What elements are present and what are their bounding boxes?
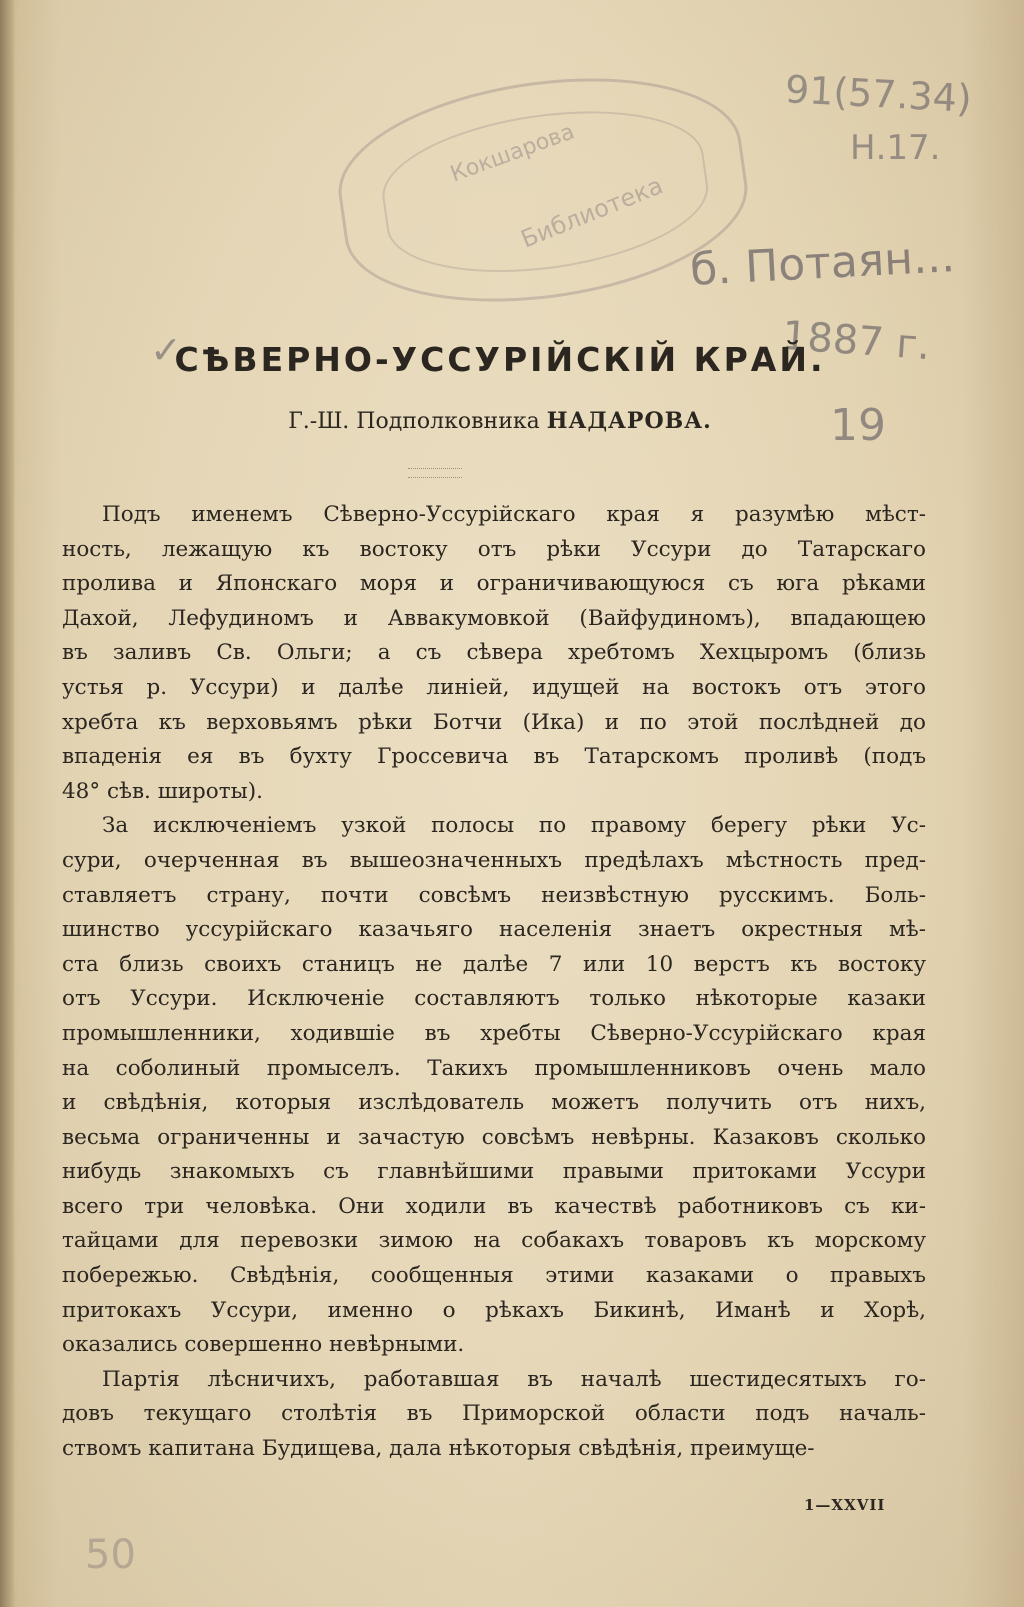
text-line: притокахъ Уссури, именно о рѣкахъ Бикинѣ, Иманѣ и Хорѣ,: [62, 1297, 926, 1323]
title-divider: [408, 468, 462, 478]
printer-signature-mark: 1—XXVII: [804, 1496, 886, 1514]
handwritten-shelfmark: 91(57.34): [783, 67, 973, 121]
text-line: побережью. Свѣдѣнія, сообщенныя этими казаками о правыхъ: [62, 1263, 926, 1289]
text-line: ность, лежащую къ востоку отъ рѣки Уссури до Татарскаго: [62, 536, 926, 562]
text-line: весьма ограниченны и зачастую совсѣмъ невѣрны. Казаковъ сколько: [62, 1124, 926, 1150]
text-line: За исключеніемъ узкой полосы по правому берегу рѣки Ус-: [102, 813, 926, 839]
text-line: ставляетъ страну, почти совсѣмъ неизвѣстную русскимъ. Боль-: [62, 882, 926, 908]
text-line: въ заливъ Св. Ольги; а съ сѣвера хребтомъ Хехцыромъ (близь: [62, 640, 926, 666]
text-line: отъ Уссури. Исключеніе составляютъ только нѣкоторые казаки: [62, 986, 926, 1012]
text-line: всего три человѣка. Они ходили въ качествѣ работниковъ съ ки-: [62, 1193, 926, 1219]
handwritten-bottom-note: 50: [85, 1532, 136, 1578]
text-line: и свѣдѣнія, которыя изслѣдователь можетъ получить отъ нихъ,: [62, 1090, 926, 1116]
text-line: промышленники, ходившіе въ хребты Сѣверно-Уссурійскаго края: [62, 1020, 926, 1046]
document-title: СѢВЕРНО-УССУРІЙСКІЙ КРАЙ.: [174, 340, 826, 379]
byline-rank: Г.-Ш. Подполковника: [288, 409, 540, 434]
text-line: Подъ именемъ Сѣверно-Уссурійскаго края я разумѣю мѣст-: [102, 502, 926, 527]
byline-author-name: НАДАРОВА.: [546, 408, 712, 434]
text-line: сури, очерченная въ вышеозначенныхъ предѣлахъ мѣстность пред-: [62, 847, 926, 873]
library-stamp-text: Кокшарова: [447, 119, 578, 188]
text-line: устья р. Уссури) и далѣе линіей, идущей на востокъ отъ этого: [62, 674, 926, 700]
book-spine-shadow: [0, 0, 14, 1607]
text-line: Дахой, Лефудиномъ и Аввакумовкой (Вайфудиномъ), впадающею: [62, 605, 926, 631]
handwritten-author-note: б. Потаян...: [688, 231, 957, 296]
handwritten-check-mark: ✓: [150, 328, 182, 372]
text-line: нибудь знакомыхъ съ главнѣйшими правыми притоками Уссури: [62, 1159, 926, 1185]
author-byline: [140, 408, 860, 434]
text-line: хребта къ верховьямъ рѣки Ботчи (Ика) и по этой послѣдней до: [62, 709, 926, 735]
text-line: тайцами для перевозки зимою на собакахъ товаровъ къ морскому: [62, 1228, 926, 1254]
handwritten-shelfmark-2: Н.17.: [850, 128, 941, 168]
text-line: 48° сѣв. широты).: [62, 778, 263, 804]
text-line: ста близь своихъ станицъ не далѣе 7 или 10 верстъ къ востоку: [62, 951, 926, 977]
text-line: ствомъ капитана Будищева, дала нѣкоторыя свѣдѣнія, преимуще-: [62, 1436, 815, 1462]
library-stamp-text-2: Библиотека: [516, 171, 667, 254]
text-line: впаденія ея въ бухту Гроссевича въ Татарскомъ проливѣ (подъ: [62, 744, 926, 770]
text-line: шинство уссурійскаго казачьяго населенія знаетъ окрестныя мѣ-: [62, 917, 926, 943]
text-line: на соболиный промыселъ. Такихъ промышленниковъ очень мало: [62, 1055, 926, 1081]
text-line: пролива и Японскаго моря и ограничивающуюся съ юга рѣками: [62, 571, 926, 597]
body-text: [62, 498, 926, 1467]
handwritten-number-note: 19: [830, 400, 886, 451]
text-line: оказались совершенно невѣрными.: [62, 1332, 465, 1358]
text-line: Партія лѣсничихъ, работавшая въ началѣ шестидесятыхъ го-: [102, 1366, 926, 1392]
text-line: довъ текущаго столѣтія въ Приморской области подъ началь-: [62, 1401, 926, 1427]
library-stamp-inner-ring: [374, 93, 716, 291]
handwritten-year-note: 1887 г.: [780, 312, 932, 370]
